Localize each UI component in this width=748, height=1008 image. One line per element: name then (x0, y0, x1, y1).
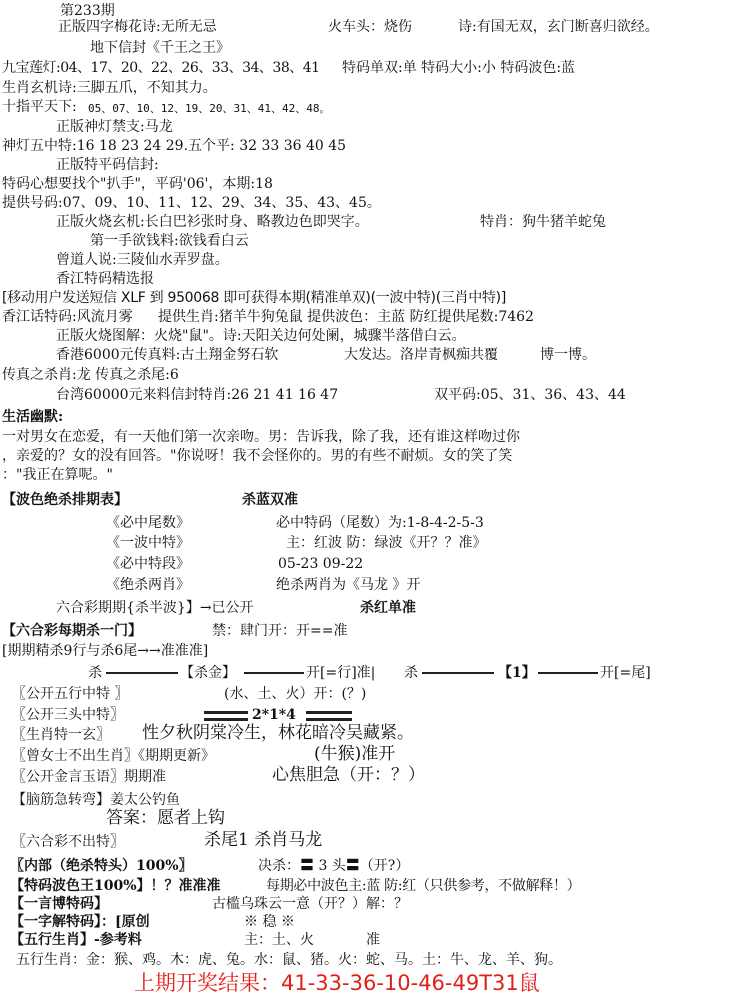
zodiac-riddle-poem: 生肖玄机诗:三脚五爪，不知其力。 (2, 80, 217, 96)
kill-row-open-tail: 开[=尾] (600, 665, 651, 681)
three-head-rule-right (306, 711, 352, 714)
half-wave-kill: 六合彩期期{杀半波}】→已公开 (56, 600, 254, 616)
kill-one-gate-value: 禁：肆门开：开==准 (212, 623, 348, 639)
humor-heading: 生活幽默: (2, 409, 64, 425)
three-head-rule-left-2 (204, 718, 248, 721)
five-element-value: (水、土、火）开：(？) (224, 686, 367, 702)
one-wave-label: 《一波中特》 (106, 535, 190, 551)
kill-blue-double: 杀蓝双准 (242, 492, 298, 508)
issue-number: 第233期 (60, 3, 115, 19)
underground-envelope: 地下信封《千王之王》 (90, 40, 230, 56)
five-zodiac-label: 【五行生肖】-参考料 (10, 932, 142, 948)
kill-row-rule-1 (106, 672, 178, 674)
plum-poem: 正版四字梅花诗:无所无忌 (58, 19, 217, 35)
nine-element-kill: [期期精杀9行与杀6尾→→准准准] (2, 643, 209, 659)
kill-row-bracket-1: 【1】 (498, 665, 536, 681)
humor-text-1: 一对男女在恋爱，有一天他们第一次亲吻。男：告诉我，除了我，还有谁这样吻过你 (2, 429, 520, 445)
golden-words-label: 〖公开金言玉语〗期期准 (12, 769, 166, 785)
nine-lotus-lamp: 九宝莲灯:04、17、20、22、26、33、34、38、41 (2, 60, 320, 76)
hk-fax-gamble: 博一博。 (540, 347, 596, 363)
no-special-value: 杀尾1 杀肖马龙 (204, 830, 323, 850)
no-special-label: 〖六合彩不出特〗 (12, 834, 124, 850)
hongkong-selection-title: 香江特码精选报 (56, 271, 154, 287)
brain-teaser: 【脑筋急转弯】姜太公钓鱼 (12, 792, 180, 808)
special-code-summary: 特码单双:单 特码大小:小 特码波色:蓝 (342, 60, 576, 76)
inside-kill-head-value: 决杀：〓 3 头〓（开?） (258, 858, 410, 874)
kill-row-kill-2: 杀 (404, 665, 418, 681)
humor-text-3: ："我正在算呢。" (2, 467, 113, 483)
five-zodiac-accurate: 准 (366, 932, 380, 948)
kill-row-kill-1: 杀 (88, 665, 102, 681)
five-element-zodiac-list: 五行生肖：金：猴、鸡。木：虎、兔。水：鼠、猪。火：蛇、马。土：牛、龙、羊、狗。 (16, 952, 562, 968)
humor-text-2: ，亲爱的？女的没有回答。"你说呀！我不会怪你的。男的有些不耐烦。女的笑了笑 (2, 448, 513, 464)
ms-zeng-label: 〖曾女士不出生肖〗《期期更新》 (12, 748, 215, 764)
xiangjiang-special: 香江话特码:风流月雾 (2, 309, 133, 325)
first-hand-material: 第一手欲钱料:欲钱看白云 (90, 233, 249, 249)
provided-zodiac-color-tail: 提供生肖:猪羊牛狗兔鼠 提供波色：主蓝 防红提供尾数:7462 (158, 309, 534, 325)
zodiac-mystery-label: 〖生肖特一玄〗 (12, 727, 110, 743)
must-tail-value: 必中特码（尾数）为:1-8-4-2-5-3 (276, 515, 484, 531)
wave-king-value: 每期必中波色主:蓝 防:红（只供参考，不做解释！） (266, 878, 581, 894)
lamp-five-special: 神灯五中特:16 18 23 24 29.五个平: 32 33 36 40 45 (2, 138, 347, 154)
kill-two-value: 绝杀两肖为《马龙 》开 (276, 577, 421, 593)
fire-illustration: 正版火烧图解：火烧"鼠"。诗:天阳关边何处阑，城骤半落借白云。 (56, 328, 466, 344)
must-segment-label: 《必中特段》 (106, 556, 190, 572)
three-head-rule-right-2 (306, 718, 352, 721)
kill-row-gold: 【杀金】 (180, 665, 236, 681)
golden-words-value: 心焦胆急（开：？） (272, 765, 425, 785)
kill-one-gate-label: 【六合彩每期杀一门】 (2, 623, 142, 639)
pickpocket-hint: 特码心想要找个"扒手"，平码'06'，本期:18 (2, 176, 273, 192)
fire-riddle: 正版火烧玄机:长白巴衫张时身、略教边色即哭字。 (56, 214, 369, 230)
five-zodiac-main: 主：土、火 (244, 932, 314, 948)
kill-red-single: 杀红单准 (360, 600, 416, 616)
must-tail-label: 《必中尾数》 (106, 515, 190, 531)
wave-king-label: 【特码波色王100%】！？准准准 (10, 878, 221, 894)
fax-kill: 传真之杀肖:龙 传真之杀尾:6 (2, 367, 179, 383)
lamp-forbidden: 正版神灯禁支:马龙 (56, 119, 173, 135)
one-word-value: 古槛乌珠云一意（开？）解：？ (212, 896, 408, 912)
zodiac-mystery-poem: 性夕秋阴棠冷生，林花暗冷吴藏紧。 (142, 723, 414, 743)
kill-row-rule-4 (538, 672, 598, 674)
inside-kill-head-label: 〖内部（绝杀特头）100%〗 (10, 858, 193, 874)
taiwan-envelope: 台湾60000元来料信封特肖:26 21 41 16 47 (56, 387, 339, 403)
train-poem: 诗:有国无双，玄门断喜归欲经。 (458, 19, 659, 35)
three-head-value: 2*1*4 (252, 707, 296, 723)
three-head-rule-left (204, 711, 248, 714)
fire-special-zodiac: 特肖：狗牛猪羊蛇兔 (480, 214, 606, 230)
daoist-saying: 曾道人说:三陵仙水弄罗盘。 (56, 252, 229, 268)
three-head-label: 〖公开三头中特〗 (12, 707, 124, 723)
ten-fingers-label: 十指平天下: (2, 99, 77, 115)
kill-two-label: 《绝杀两肖》 (106, 577, 190, 593)
kill-row-rule-3 (422, 672, 494, 674)
one-char-label: 【一字解特码】：[原创 (10, 914, 150, 930)
last-draw-result: 上期开奖结果：41-33-36-10-46-49T31鼠 (134, 971, 540, 995)
train-head: 火车头：烧伤 (328, 19, 412, 35)
color-kill-table-title: 【波色绝杀排期表】 (2, 492, 128, 508)
one-wave-value: 主：红波 防：绿波《开？？准》 (286, 535, 487, 551)
flat-code-envelope: 正版特平码信封: (56, 157, 159, 173)
hk-fax-material: 香港6000元传真料:古土翔金努石软 (56, 347, 279, 363)
five-element-label: 〖公开五行中特 〗 (12, 686, 129, 702)
must-segment-value: 05-23 09-22 (278, 556, 364, 572)
double-flat-codes: 双平码:05、31、36、43、44 (434, 387, 626, 403)
hk-fax-phrase: 大发达。洛岸青枫痴共覆 (344, 347, 498, 363)
ten-fingers-numbers: 05、07、10、12、19、20、31、41、42、48。 (88, 102, 331, 115)
kill-row-rule-2 (244, 672, 304, 674)
brain-teaser-answer: 答案：愿者上钩 (106, 808, 225, 828)
provided-numbers: 提供号码:07、09、10、11、12、29、34、35、43、45。 (2, 195, 381, 211)
one-char-value: ※ 稳 ※ (244, 914, 295, 930)
ms-zeng-value: (牛猴)准开 (314, 744, 396, 764)
one-word-label: 【一言博特码】 (10, 896, 108, 912)
kill-row-open-element: 开[=行]准| (306, 665, 376, 681)
sms-notice: [移动用户发送短信 XLF 到 950068 即可获得本期(精准单双)(一波中特)(三肖中特)] (2, 290, 506, 306)
